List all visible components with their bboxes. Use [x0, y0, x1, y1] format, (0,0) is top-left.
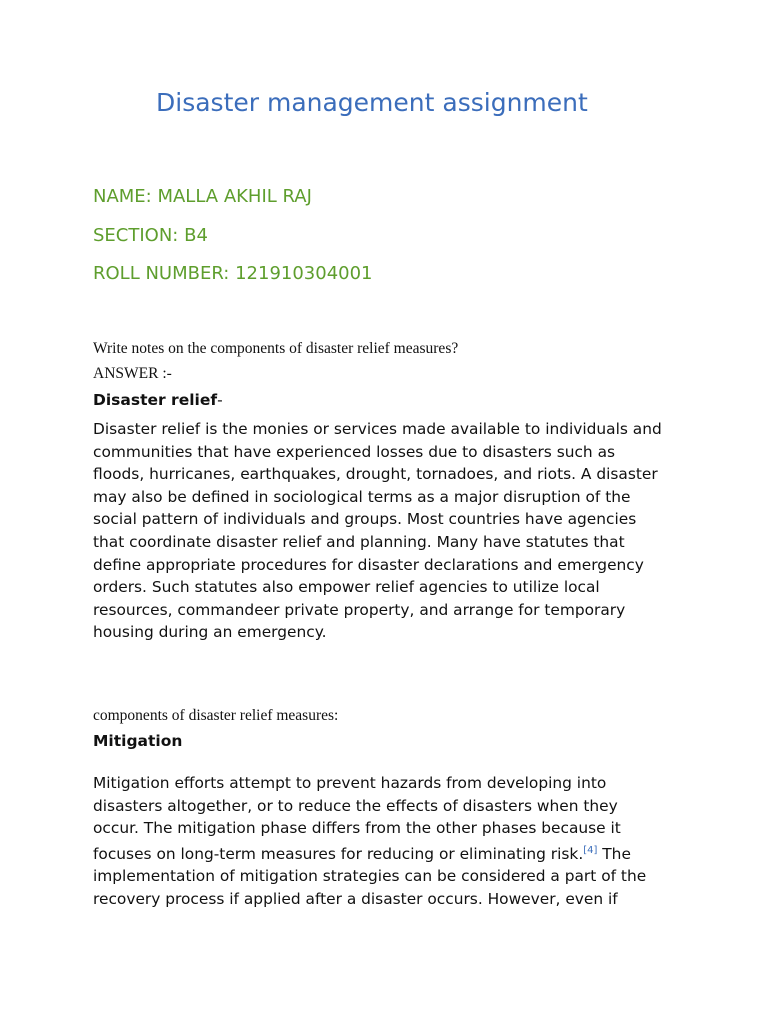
paragraph-line: resources, commandeer private property, and arrange for temporary: [93, 600, 626, 619]
paragraph-line: disasters altogether, or to reduce the effects of disasters when they: [93, 796, 618, 815]
paragraph-line: may also be defined in sociological terms as a major disruption of the: [93, 487, 631, 506]
mitigation-paragraph: [93, 772, 693, 911]
disaster-relief-heading-text: Disaster relief: [93, 391, 218, 409]
paragraph-line-text: The: [597, 844, 631, 863]
paragraph-line: [93, 840, 693, 866]
paragraph-line: social pattern of individuals and groups. Most countries have agencies: [93, 510, 637, 529]
paragraph-line: that coordinate disaster relief and planning. Many have statutes that: [93, 532, 625, 551]
paragraph-line: floods, hurricanes, earthquakes, drought, tornadoes, and riots. A disaster: [93, 465, 658, 484]
paragraph-line: implementation of mitigation strategies can be considered a part of the: [93, 867, 647, 886]
paragraph-line: define appropriate procedures for disaster declarations and emergency: [93, 555, 644, 574]
document-title: Disaster management assignment: [156, 88, 588, 117]
student-name: NAME: MALLA AKHIL RAJ: [93, 186, 312, 207]
paragraph-line-text: focuses on long-term measures for reducing or eliminating risk.: [93, 844, 584, 863]
citation-reference-link[interactable]: [4]: [583, 844, 598, 856]
components-label: components of disaster relief measures:: [93, 707, 339, 724]
student-roll-number: ROLL NUMBER: 121910304001: [93, 263, 373, 284]
paragraph-line: housing during an emergency.: [93, 623, 327, 642]
paragraph-line: recovery process if applied after a disaster occurs. However, even if: [93, 889, 618, 908]
disaster-relief-paragraph: [93, 418, 693, 644]
paragraph-line: orders. Such statutes also empower relief agencies to utilize local: [93, 578, 600, 597]
question-text: Write notes on the components of disaster relief measures?: [93, 340, 459, 357]
paragraph-line: Disaster relief is the monies or services made available to individuals and: [93, 420, 662, 438]
paragraph-line: Mitigation efforts attempt to prevent hazards from developing into: [93, 774, 607, 792]
paragraph-line: occur. The mitigation phase differs from the other phases because it: [93, 819, 621, 838]
answer-label: ANSWER :-: [93, 365, 172, 382]
paragraph-line: communities that have experienced losses due to disasters such as: [93, 442, 616, 461]
mitigation-heading: Mitigation: [93, 732, 183, 750]
student-section: SECTION: B4: [93, 225, 208, 246]
disaster-relief-heading-suffix: -: [217, 391, 223, 409]
disaster-relief-heading: [93, 391, 223, 409]
